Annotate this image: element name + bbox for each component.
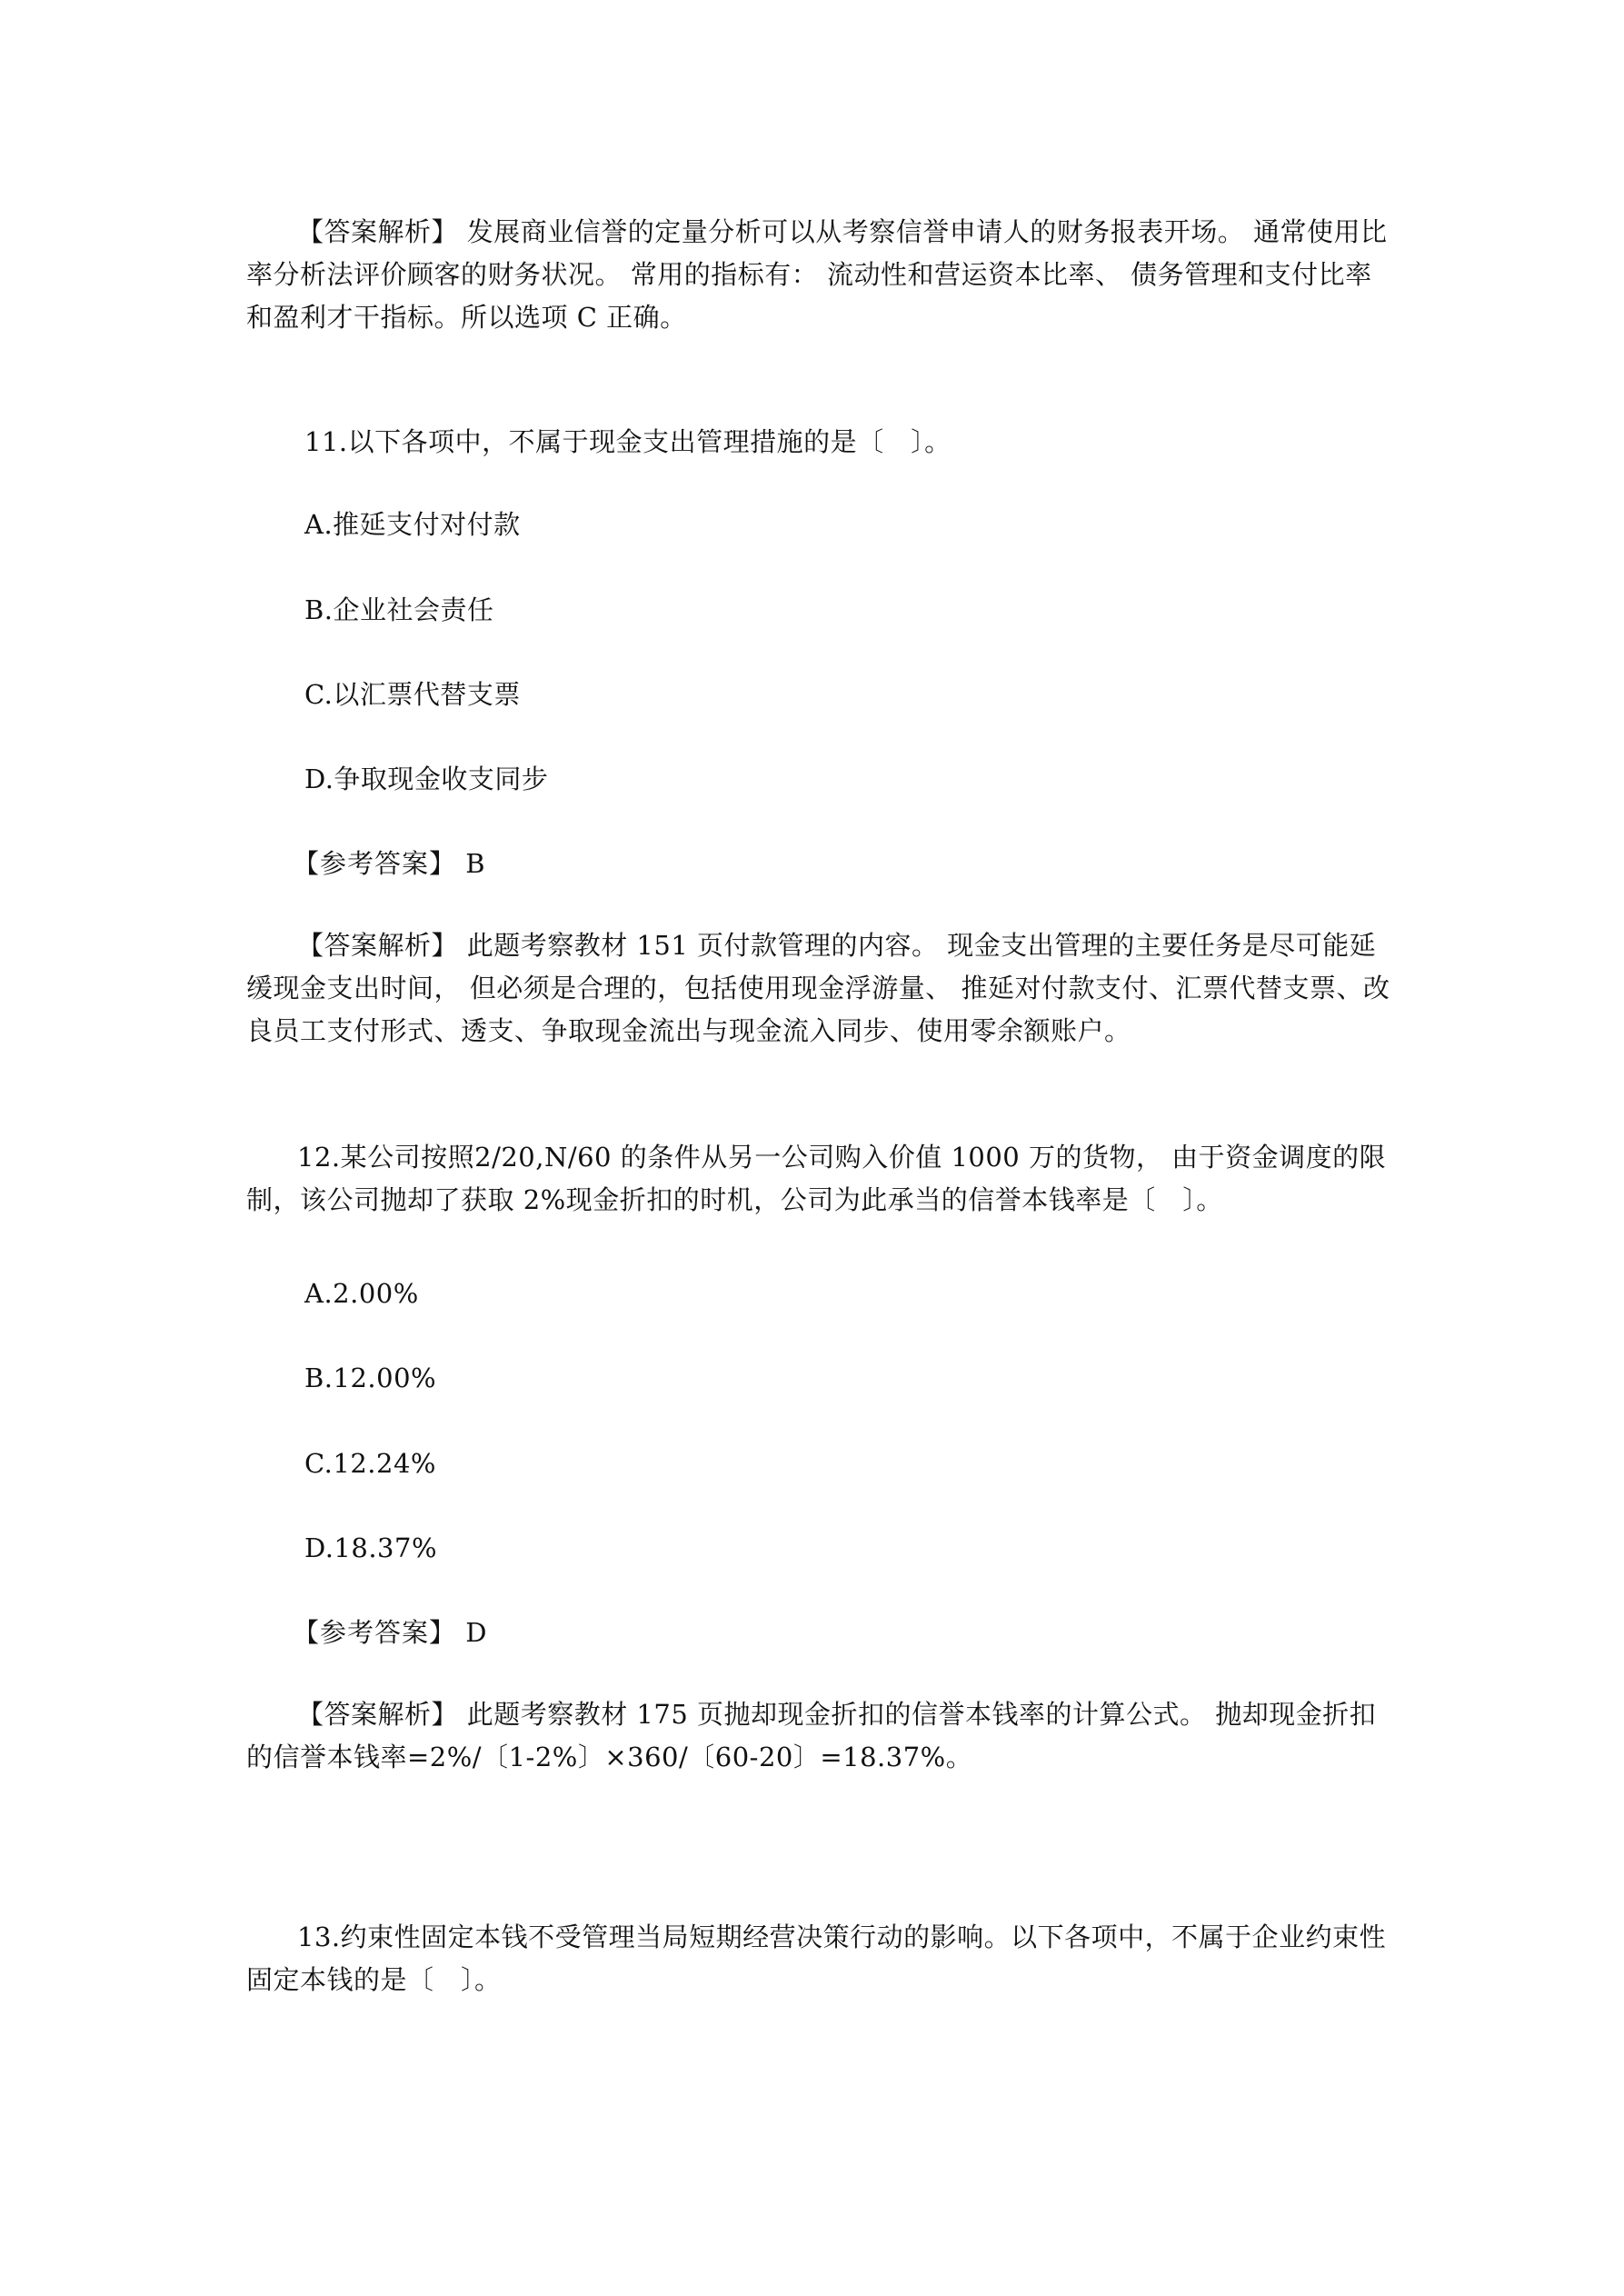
q11-answer: 【参考答案】 B <box>293 848 486 879</box>
q10-explanation: 【答案解析】 发展商业信誉的定量分析可以从考察信誉申请人的财务报表开场。 通常使用比率分析法评价顾客的财务状况。 常用的指标有： 流动性和营运资本比率、 债务管理和支付比率和盈利才干指标。所以选项 C 正确。 <box>246 216 1388 333</box>
q12-option-b: B.12.00% <box>304 1363 437 1393</box>
q11-option-d: D.争取现金收支同步 <box>304 764 549 794</box>
q12-option-d: D.18.37% <box>304 1532 438 1563</box>
q11-option-a: A.推延支付对付款 <box>304 509 521 540</box>
q13-stem: 13.约束性固定本钱不受管理当局短期经营决策行动的影响。以下各项中，不属于企业约束性固定本钱的是〔 〕。 <box>246 1922 1387 1995</box>
q12-option-a: A.2.00% <box>304 1278 419 1309</box>
q12-explanation: 【答案解析】 此题考察教材 175 页抛却现金折扣的信誉本钱率的计算公式。 抛却现金折扣的信誉本钱率=2%/〔1-2%〕×360/〔60-20〕=18.37%。 <box>246 1699 1377 1772</box>
q12-answer: 【参考答案】 D <box>293 1617 488 1648</box>
q11-option-b: B.企业社会责任 <box>304 594 494 625</box>
q11-stem: 11.以下各项中，不属于现金支出管理措施的是〔 〕。 <box>304 426 951 457</box>
q11-explanation: 【答案解析】 此题考察教材 151 页付款管理的内容。 现金支出管理的主要任务是尽可能延缓现金支出时间， 但必须是合理的，包括使用现金浮游量、 推延对付款支付、汇票代替支票、改良员工支付形式、透支、争取现金流出与现金流入同步、使用零余额账户。 <box>246 930 1390 1046</box>
q12-option-c: C.12.24% <box>304 1448 436 1479</box>
q11-option-c: C.以汇票代替支票 <box>304 679 521 710</box>
q12-stem: 12.某公司按照2/20,N/60 的条件从另一公司购入价值 1000 万的货物， 由于资金调度的限制，该公司抛却了获取 2%现金折扣的时机，公司为此承当的信誉本钱率是〔 〕。 <box>246 1142 1387 1215</box>
